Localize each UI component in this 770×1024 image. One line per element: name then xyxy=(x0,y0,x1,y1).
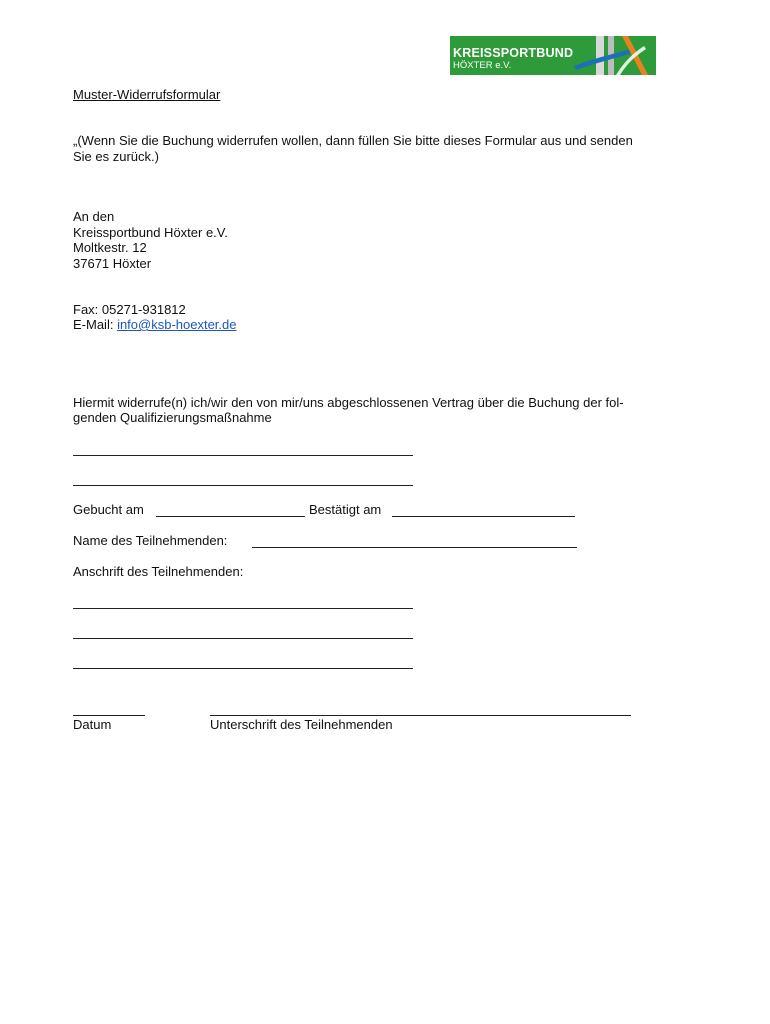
date-blank[interactable] xyxy=(73,715,145,716)
date-label: Datum xyxy=(73,717,112,732)
name-label: Name des Teilnehmenden: xyxy=(73,533,228,548)
booked-label: Gebucht am xyxy=(73,502,144,517)
booked-date-blank[interactable] xyxy=(156,516,305,517)
fax-number: Fax: 05271-931812 xyxy=(73,302,186,317)
address-line-1: An den xyxy=(73,209,115,224)
confirmed-date-blank[interactable] xyxy=(392,516,575,517)
confirmed-label: Bestätigt am xyxy=(309,502,382,517)
address-line-4: 37671 Höxter xyxy=(73,256,152,271)
intro-line-1: „(Wenn Sie die Buchung widerrufen wollen, dann füllen Sie bitte dieses Formular aus und senden xyxy=(73,133,633,148)
signature-blank[interactable] xyxy=(210,715,631,716)
email-label: E-Mail: xyxy=(73,317,118,332)
participant-address-label: Anschrift des Teilnehmenden: xyxy=(73,564,244,579)
signature-label: Unterschrift des Teilnehmenden xyxy=(210,717,393,732)
logo-graphic-icon xyxy=(574,36,656,75)
statement-line-2: genden Qualifizierungsmaßnahme xyxy=(73,410,272,425)
address-line-3: Moltkestr. 12 xyxy=(73,240,147,255)
address-blank-line-1[interactable] xyxy=(73,608,413,609)
intro-line-2: Sie es zurück.) xyxy=(73,149,159,164)
course-blank-line-2[interactable] xyxy=(73,485,413,486)
logo-subtitle: HÖXTER e.V. xyxy=(453,60,512,71)
ksb-logo xyxy=(450,36,656,75)
email-link[interactable]: info@ksb-hoexter.de xyxy=(117,317,237,332)
address-line-2: Kreissportbund Höxter e.V. xyxy=(73,225,228,240)
page-title: Muster-Widerrufsformular xyxy=(73,87,221,102)
name-blank[interactable] xyxy=(252,547,577,548)
address-blank-line-3[interactable] xyxy=(73,668,413,669)
address-blank-line-2[interactable] xyxy=(73,638,413,639)
logo-title: KREISSPORTBUND xyxy=(453,46,574,60)
email-line xyxy=(73,317,237,332)
course-blank-line-1[interactable] xyxy=(73,455,413,456)
statement-line-1: Hiermit widerrufe(n) ich/wir den von mir/uns abgeschlossenen Vertrag über die Buchung der fol- xyxy=(73,395,624,410)
